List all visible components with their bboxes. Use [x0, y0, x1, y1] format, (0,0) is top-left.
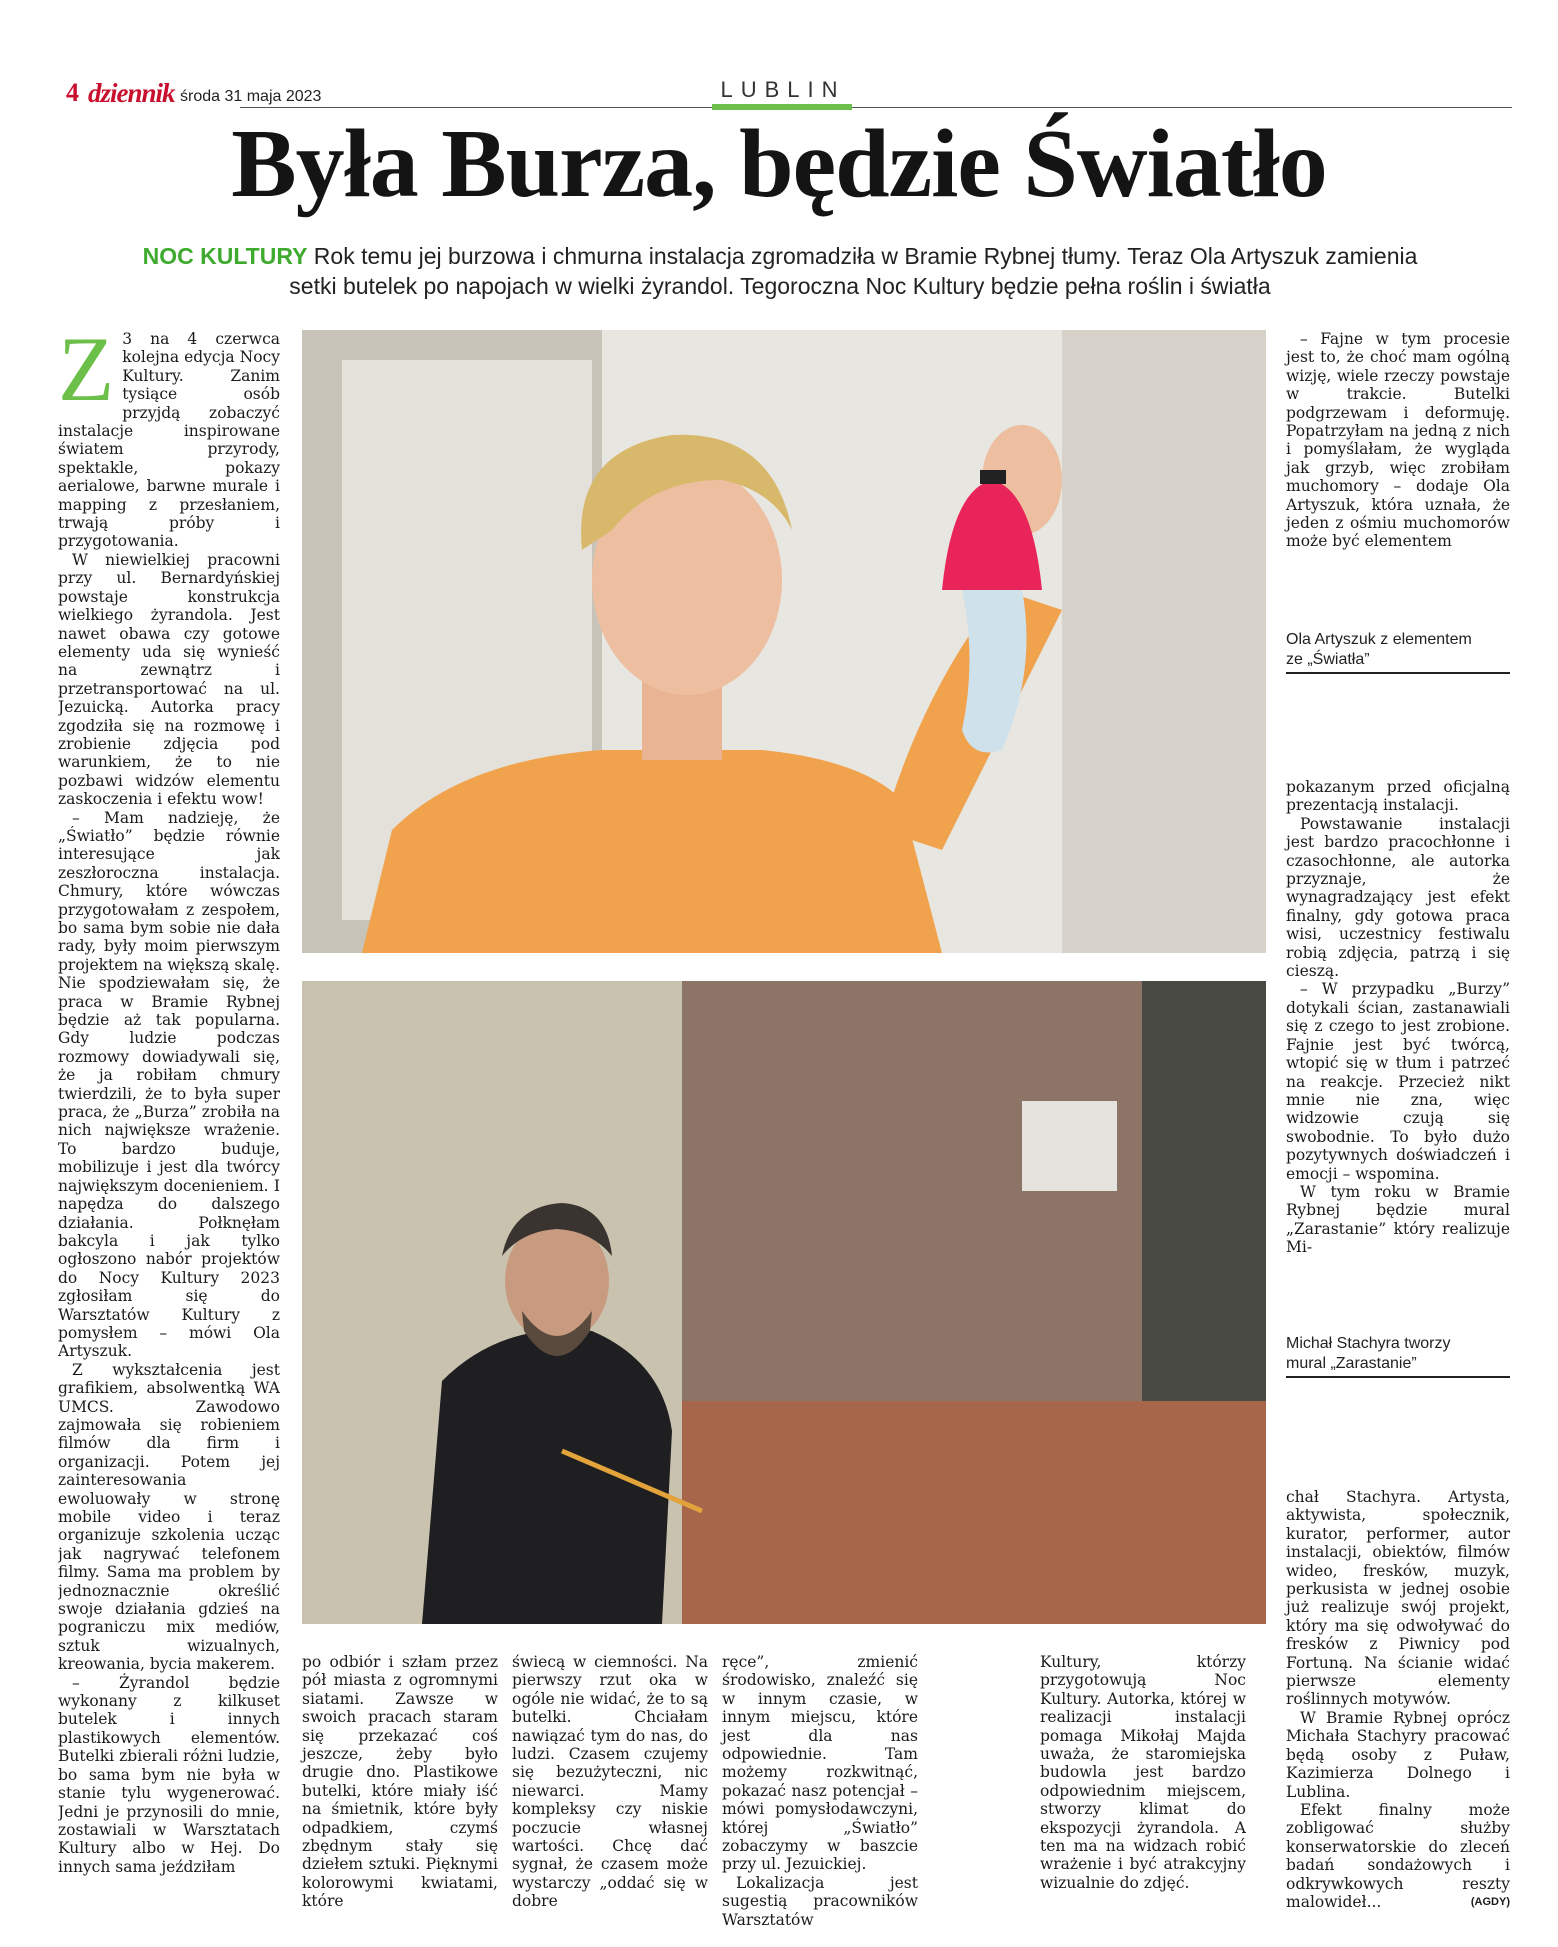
article-column-2: [302, 1653, 498, 1911]
header-rule: [240, 107, 1512, 108]
article-column-5: [1040, 1653, 1246, 1892]
caption-line: Ola Artyszuk z elementem: [1286, 631, 1472, 648]
photo-painter-at-mural: [302, 981, 1266, 1624]
paragraph: Powstawanie instalacji jest bardzo pracochłonne i czasochłonne, ale autorka przyznaje, że wynagradzający jest efekt finalny, gdy gotowa praca wisi, uczestnicy festiwalu robią zdjęcia, patrzą i się cieszą.: [1286, 814, 1510, 981]
caption-line: ze „Światła”: [1286, 651, 1370, 668]
photo-caption-1: [1286, 630, 1510, 670]
right-column-block-1: [1286, 330, 1510, 551]
caption-line: Michał Stachyra tworzy: [1286, 1335, 1451, 1352]
right-column-block-3: [1286, 1488, 1510, 1911]
paragraph: 3 na 4 czerwca kolejna edycja Nocy Kultury. Zanim tysiące osób przyjdą zobaczyć instalacje inspirowane światem przyrody, spektakle, pokazy aerialowe, barwne murale i mapping z przesłaniem, trwają próby i przygotowania.: [58, 330, 280, 551]
paragraph: świecą w ciemności. Na pierwszy rzut oka w ogóle nie widać, że to są butelki. Chciałam nawiązać tym do nas, do ludzi. Czasem czujemy się bezużyteczni, nic niewarci. Mamy kompleksy czy niskie poczucie własnej wartości. Chcę dać sygnał, że czasem może wystarczy „oddać się w dobre: [512, 1653, 708, 1911]
paragraph-text: Efekt finalny może zobligować służby konserwatorskie do zleceń badań sondażowych i odkrywkowych reszty malowideł...: [1286, 1800, 1510, 1911]
paragraph: [1286, 1801, 1510, 1911]
paragraph: W tym roku w Bramie Rybnej będzie mural „Zarastanie” który realizuje Mi-: [1286, 1182, 1510, 1257]
paragraph: – Mam nadzieję, że „Światło” będzie równie interesujące jak zeszłoroczna instalacja. Chmury, które wówczas przygotowałam z zespołem, bo sama bym sobie nie dała rady, były moim pierwszym projektem na większą skalę. Nie spodziewałam się, że praca w Bramie Rybnej będzie aż tak popularna. Gdy ludzie podczas rozmowy dowiadywali się, że ja robiłam chmury twierdzili, że to była super praca, że „Burza” zrobiła na nich największe wrażenie. To bardzo buduje, mobilizuje i jest dla twórcy największym docenieniem. I napędza do dalszego działania. Połknęłam bakcyla i jak tylko ogłoszono nabór projektów do Nocy Kultury 2023 zgłosiłam się do Warsztatów Kultury z pomysłem – mówi Ola Artyszuk.: [58, 808, 280, 1361]
page-number: 4: [66, 78, 79, 107]
issue-date: środa 31 maja 2023: [180, 88, 322, 105]
lead-paragraph: [60, 241, 1500, 301]
paragraph: – W przypadku „Burzy” dotykali ścian, zastanawiali się z czego to jest zrobione. Fajnie jest być twórcą, wtopić się w tłum i patrzeć na reakcje. Przecież nikt mnie nie zna, więc widzowie czują się swobodnie. To było dużo pozytywnych doświadczeń i emocji – wspomina.: [1286, 980, 1510, 1183]
lead-kicker: NOC KULTURY: [142, 243, 308, 269]
paragraph: pokazanym przed oficjalną prezentacją instalacji.: [1286, 778, 1510, 815]
paragraph: – Żyrandol będzie wykonany z kilkuset butelek i innych plastikowych elementów. Butelki zbierali różni ludzie, bo sama bym nie była w stanie tylu wygenerować. Jedni je przynosili do mnie, zostawiali w Warsztatach Kultury albo w Hej. Do innych sama jeździłam: [58, 1673, 280, 1876]
paragraph: po odbiór i szłam przez pół miasta z ogromnymi siatami. Zawsze w swoich pracach staram się przekazać coś jeszcze, żeby było drugie dno. Plastikowe butelki, które miały iść na śmietnik, które były odpadkiem, czymś zbędnym stały się dziełem sztuki. Pięknymi kolorowymi kwiatami, które: [302, 1653, 498, 1911]
section-label: LUBLIN: [720, 77, 846, 102]
drop-cap: Z: [58, 330, 115, 420]
right-column-block-2: [1286, 778, 1510, 1257]
paragraph: chał Stachyra. Artysta, aktywista, społecznik, kurator, performer, autor instalacji, obiektów, filmów wideo, fresków, muzyk, perkusista w jednej osobie już realizuje swój projekt, który ma się odwoływać do fresków z Piwnicy pod Fortuną. Na ścianie widać pierwsze elementy roślinnych motywów.: [1286, 1488, 1510, 1709]
paragraph: W Bramie Rybnej oprócz Michała Stachyry pracować będą osoby z Puław, Kazimierza Dolnego i Lublina.: [1286, 1708, 1510, 1801]
caption-rule: [1286, 672, 1510, 674]
lead-line-2: setki butelek po napojach w wielki żyrandol. Tegoroczna Noc Kultury będzie pełna roślin i światła: [289, 273, 1271, 299]
lead-line-1: Rok temu jej burzowa i chmurna instalacja zgromadziła w Bramie Rybnej tłumy. Teraz Ola Artyszuk zamienia: [307, 243, 1418, 269]
caption-rule: [1286, 1376, 1510, 1378]
photo-caption-2: [1286, 1334, 1510, 1374]
article-column-1: [58, 330, 280, 1915]
paragraph: – Fajne w tym procesie jest to, że choć mam ogólną wizję, wiele rzeczy powstaje w trakcie. Butelki podgrzewam i deformuję. Popatrzyłam na jedną z nich i pomyślałam, że wygląda jak grzyb, więc zrobiłam muchomory – dodaje Ola Artyszuk, która uznała, że jeden z ośmiu muchomorów może być elementem: [1286, 330, 1510, 551]
paragraph: Lokalizacja jest sugestią pracowników Warsztatów: [722, 1873, 918, 1929]
photo-artist-with-mushroom: [302, 330, 1266, 953]
headline: Była Burza, będzie Światło: [231, 110, 1327, 218]
caption-line: mural „Zarastanie”: [1286, 1355, 1417, 1372]
paragraph: Kultury, którzy przygotowują Noc Kultury. Autorka, której w realizacji instalacji pomaga Mikołaj Majda uważa, że staromiejska budowla jest bardzo odpowiednim miejscem, stworzy klimat do ekspozycji żyrandola. A ten ma na widzach robić wrażenie i być atrakcyjny wizualnie do zdjęć.: [1040, 1653, 1246, 1892]
brand-logo: dziennik: [88, 78, 175, 108]
article-column-3: [512, 1653, 708, 1911]
article-column-4: [722, 1653, 918, 1929]
paragraph: ręce”, zmienić środowisko, znaleźć się w innym czasie, w innym miejscu, które jest dla nas odpowiednie. Tam możemy rozkwitnąć, pokazać nasz potencjał – mówi pomysłodawczyni, której „Światło” zobaczymy w baszcie przy ul. Jezuickiej.: [722, 1653, 918, 1874]
paragraph: Z wykształcenia jest grafikiem, absolwentką WA UMCS. Zawodowo zajmowała się robieniem filmów dla firm i organizacji. Potem jej zainteresowania ewoluowały w stronę mobile video i teraz organizuje szkolenia ucząc jak nagrywać telefonem filmy. Sama ma problem by jednoznacznie określić swoje działania gdzieś na pograniczu mix mediów, sztuk wizualnych, kreowania, bycia makerem.: [58, 1360, 280, 1674]
paragraph: W niewielkiej pracowni przy ul. Bernardyńskiej powstaje konstrukcja wielkiego żyrandola. Jest nawet obawa czy gotowe elementy uda się wynieść na zewnątrz i przetransportować na ul. Jezuicką. Autorka pracy zgodziła się na rozmowę i zrobienie zdjęcia pod warunkiem, że to nie pozbawi widzów elementu zaskoczenia i efektu wow!: [58, 550, 280, 809]
author-signature: (AGDY): [1470, 1895, 1510, 1908]
